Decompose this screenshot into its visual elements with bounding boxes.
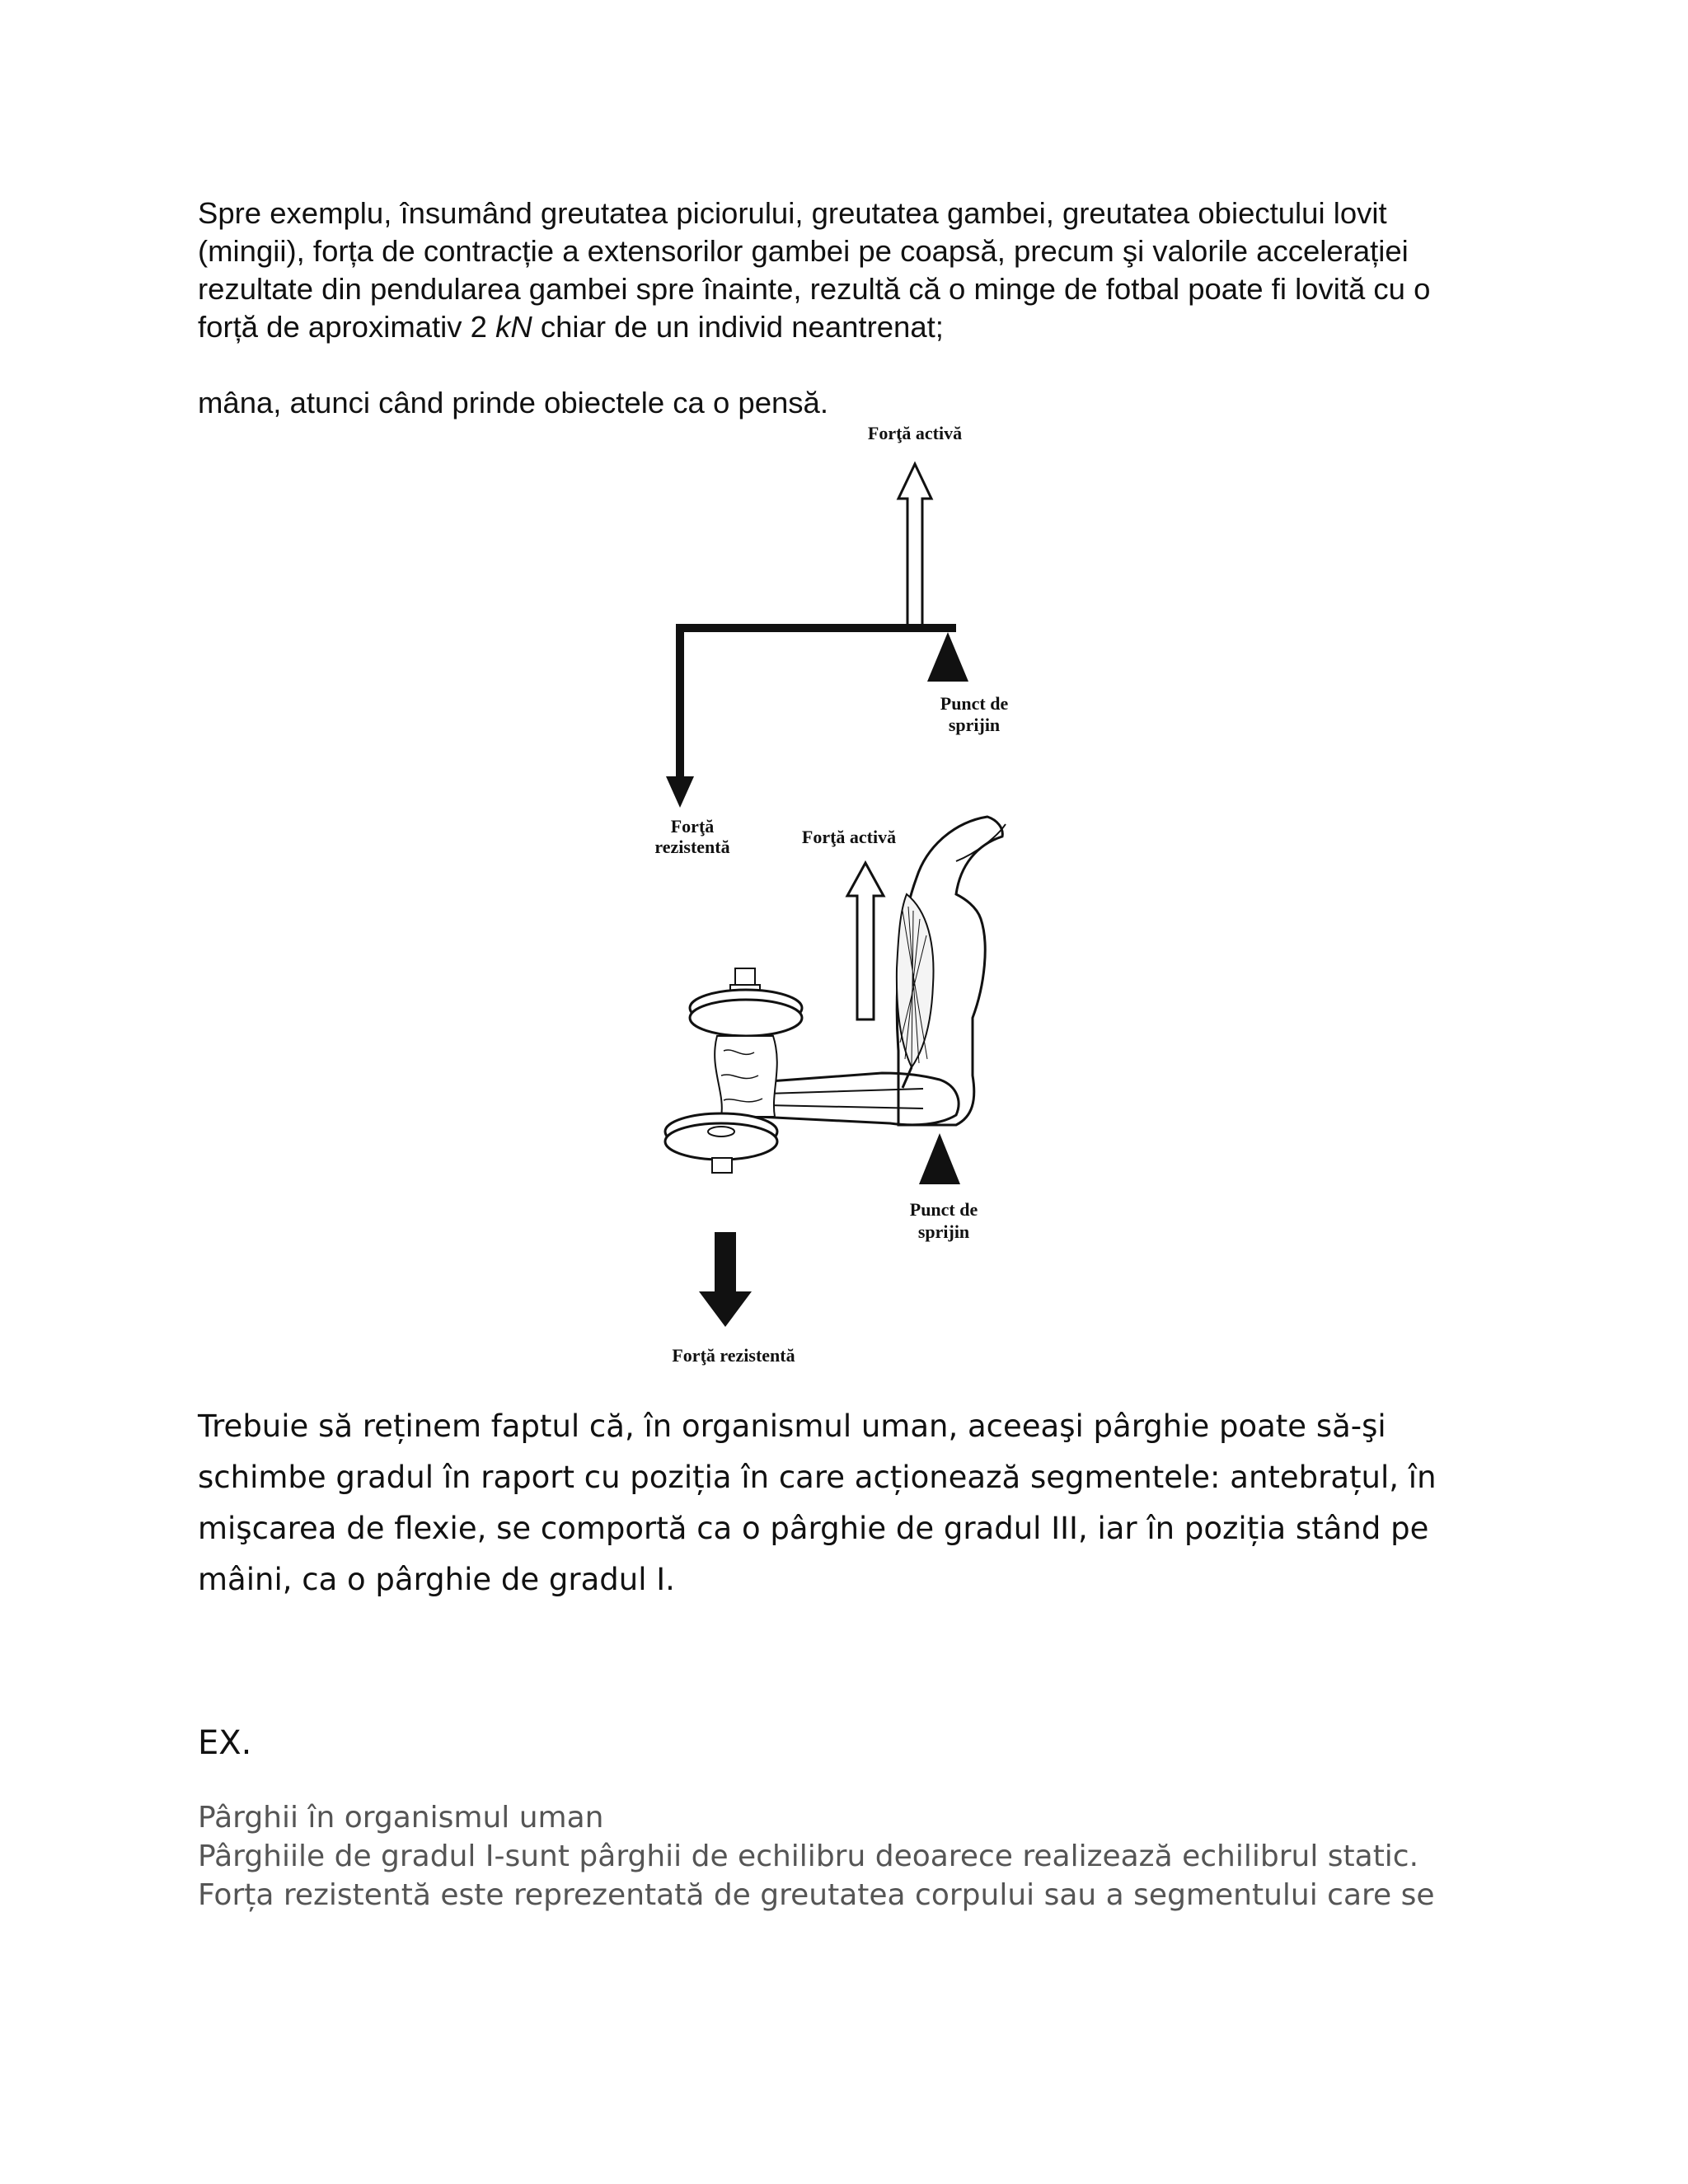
example-label: EX. [198, 1724, 252, 1762]
arm-resistance-force-arrow-icon [699, 1232, 752, 1327]
lever-beam [676, 624, 956, 632]
lever-diagram [610, 416, 1055, 1385]
notes-block [198, 1798, 1517, 1915]
arm-resistance-label: Forţă rezistentă [672, 1345, 795, 1366]
lever-support-label-1: Punct de [940, 693, 1009, 714]
paragraph-hand-pincer: mâna, atunci când prinde obiectele ca o pensă. [198, 386, 828, 419]
lever-resistance-label-2: rezistentă [654, 837, 730, 857]
resistance-force-shaft [676, 624, 684, 776]
unit-kn: kN [495, 310, 532, 344]
dumbbell-icon [665, 968, 802, 1173]
arm-active-force-arrow-icon [847, 863, 884, 1019]
notes-line-2: Pârghiile de gradul I-sunt pârghii de echilibru deoarece realizează echilibrul static. [198, 1840, 1419, 1873]
lever-resistance-label-1: Forţă [670, 816, 715, 837]
arm-illustration [665, 817, 1006, 1366]
resistance-force-arrow-icon [666, 776, 694, 808]
arm-support-label-2: sprijin [917, 1221, 970, 1242]
tendon [903, 1067, 912, 1088]
lever-active-force-label: Forţă activă [867, 423, 963, 443]
arm-support-label-1: Punct de [909, 1199, 978, 1220]
active-force-arrow-icon [898, 464, 931, 630]
notes-line-1: Pârghii în organismul uman [198, 1801, 604, 1835]
elbow-fulcrum-triangle-icon [919, 1133, 960, 1184]
arm-active-force-label: Forţă activă [801, 827, 897, 847]
paragraph-lever-degree: Trebuie să reținem faptul că, în organismul uman, aceeaşi pârghie poate să-şi schimbe gradul în raport cu poziția în care acționează segmentele: antebrațul, în mişcarea de flexie, se comportă ca o pârghie de gradul III, iar în poziția stând pe mâini, ca o pârghie de gradul I. [198, 1408, 1437, 1597]
paragraph-text-start: Spre exemplu, însumând greutatea piciorului, greutatea gambei, greutatea obiectului lovit (mingii), forța de contracție a extensorilor gambei pe coapsă, precum şi valorile accelerației rezultate din pendularea gambei spre înainte, rezultă că o minge de fotbal poate fi lovită cu o forță de aproximativ 2 [198, 196, 1431, 344]
notes-line-3: Forța rezistentă este reprezentată de greutatea corpului sau a segmentului care se [198, 1878, 1435, 1912]
paragraph-force-example [198, 194, 1484, 346]
lever-schematic [654, 423, 1008, 857]
forearm-outline [758, 1073, 959, 1125]
paragraph-text-end: chiar de un individ neantrenat; [532, 310, 944, 344]
shoulder-contour [956, 824, 1006, 861]
lever-support-label-2: sprijin [948, 715, 1001, 735]
fulcrum-triangle-icon [927, 632, 968, 682]
